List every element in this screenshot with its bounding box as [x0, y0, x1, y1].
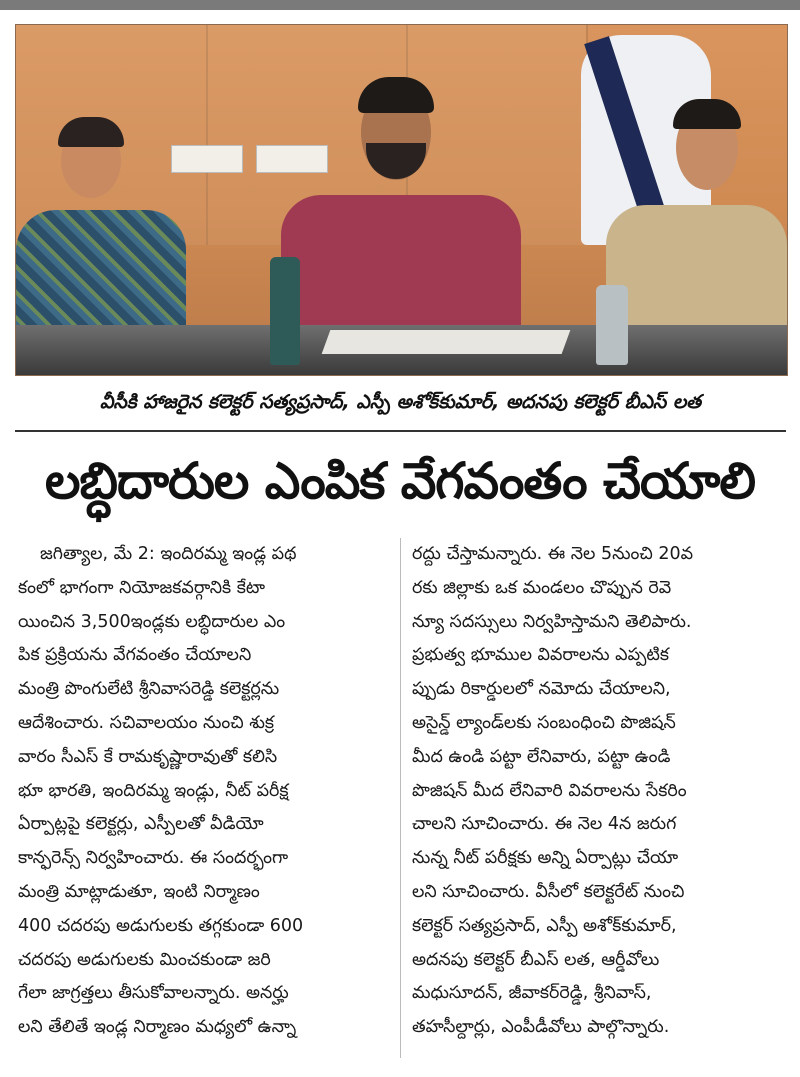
water-bottle — [596, 285, 628, 365]
article-line: మంత్రి మాట్లాడుతూ, ఇంటి నిర్మాణం — [18, 881, 260, 902]
article-line: రకు జిల్లాకు ఒక మండలం చొప్పున రెవె — [412, 577, 672, 598]
article-column-right — [412, 538, 784, 1068]
article-line: నున్న నీట్ పరీక్షకు అన్ని ఏర్పాట్లు చేయా — [412, 848, 679, 869]
article-line: కంలో భాగంగా నియోజకవర్గానికి కేటా — [18, 577, 265, 598]
water-bottle — [270, 257, 300, 365]
article-line: చాలని సూచించారు. ఈ నెల 4న జరుగ — [412, 814, 677, 835]
article-headline: లబ్ధిదారుల ఎంపిక వేగవంతం చేయాలి — [44, 452, 756, 510]
article-line: గేలా జాగ్రత్తలు తీసుకోవాలన్నారు. అనర్హు — [18, 983, 289, 1004]
article-line: ఆదేశించారు. సచివాలయం నుంచి శుక్ర — [18, 712, 275, 733]
article-line: కలెక్టర్ సత్యప్రసాద్, ఎస్పీ అశోక్‌కుమార్, — [412, 915, 677, 936]
article-line: అదనపు కలెక్టర్ బీఎస్ లత, ఆర్డీవోలు — [412, 949, 660, 970]
article-line: లని సూచించారు. వీసీలో కలెక్టరేట్ నుంచి — [412, 881, 685, 902]
article-line: న్యూ సదస్సులు నిర్వహిస్తామని తెలిపారు. — [412, 611, 692, 632]
article-line: పిక ప్రక్రియను వేగవంతం చేయాలని — [18, 645, 252, 666]
article-line: మంత్రి పొంగులేటి శ్రీనివాసరెడ్డి కలెక్టర్లను — [18, 679, 280, 700]
meeting-photo — [15, 24, 788, 376]
switchboard — [171, 145, 243, 173]
article-line: పొజిషన్ మీద లేనివారి వివరాలను సేకరిం — [412, 780, 687, 801]
switchboard — [256, 145, 328, 173]
caption-divider — [15, 430, 786, 432]
article-line: అసైన్డ్ ల్యాండ్‌లకు సంబంధించి పొజిషన్ — [412, 712, 676, 733]
article-line: భూ భారతి, ఇందిరమ్మ ఇండ్లు, నీట్ పరీక్ష — [18, 780, 289, 801]
article-line: రద్దు చేస్తామన్నారు. ఈ నెల 5నుంచి 20వ — [412, 544, 694, 564]
article-line: జగిత్యాల, మే 2: ఇందిరమ్మ ఇండ్ల పథ — [40, 544, 297, 564]
article-line: మధుసూదన్, జీవాకర్‌రెడ్డి, శ్రీనివాస్, — [412, 983, 652, 1004]
article-line: చదరపు అడుగులకు మించకుండా జరి — [18, 949, 271, 970]
article-line: తహసీల్దార్లు, ఎంపీడీవోలు పాల్గొన్నారు. — [412, 1017, 670, 1038]
article-line: ప్పుడు రికార్డులలో నమోదు చేయాలని, — [412, 679, 671, 700]
papers — [322, 330, 571, 354]
article-line: యించిన 3,500ఇండ్లకు లబ్ధిదారుల ఎం — [18, 611, 286, 632]
article-line: ఏర్పాట్లపై కలెక్టర్లు, ఎస్పీలతో వీడియో — [18, 814, 264, 835]
article-line: కాన్ఫరెన్స్ నిర్వహించారు. ఈ సందర్భంగా — [18, 848, 289, 869]
article-line: ప్రభుత్వ భూముల వివరాలను ఎప్పటిక — [412, 645, 669, 666]
article-line: 400 చదరపు అడుగులకు తగ్గకుండా 600 — [18, 915, 304, 936]
article-column-left — [18, 538, 390, 1068]
photo-caption: వీసీకి హాజరైన కలెక్టర్ సత్యప్రసాద్, ఎస్పీ అశోక్‌కుమార్, అదనపు కలెక్టర్ బీఎస్ లత — [99, 391, 702, 413]
article-line: లని తేలితే ఇండ్ల నిర్మాణం మధ్యలో ఉన్నా — [18, 1017, 297, 1038]
article-line: వారం సీఎస్ కే రామకృష్ణారావుతో కలిసి — [18, 746, 278, 767]
article-line: మీద ఉండి పట్టా లేనివారు, పట్టా ఉండి — [412, 746, 671, 767]
column-divider — [400, 538, 401, 1058]
top-border-rule — [0, 0, 800, 10]
